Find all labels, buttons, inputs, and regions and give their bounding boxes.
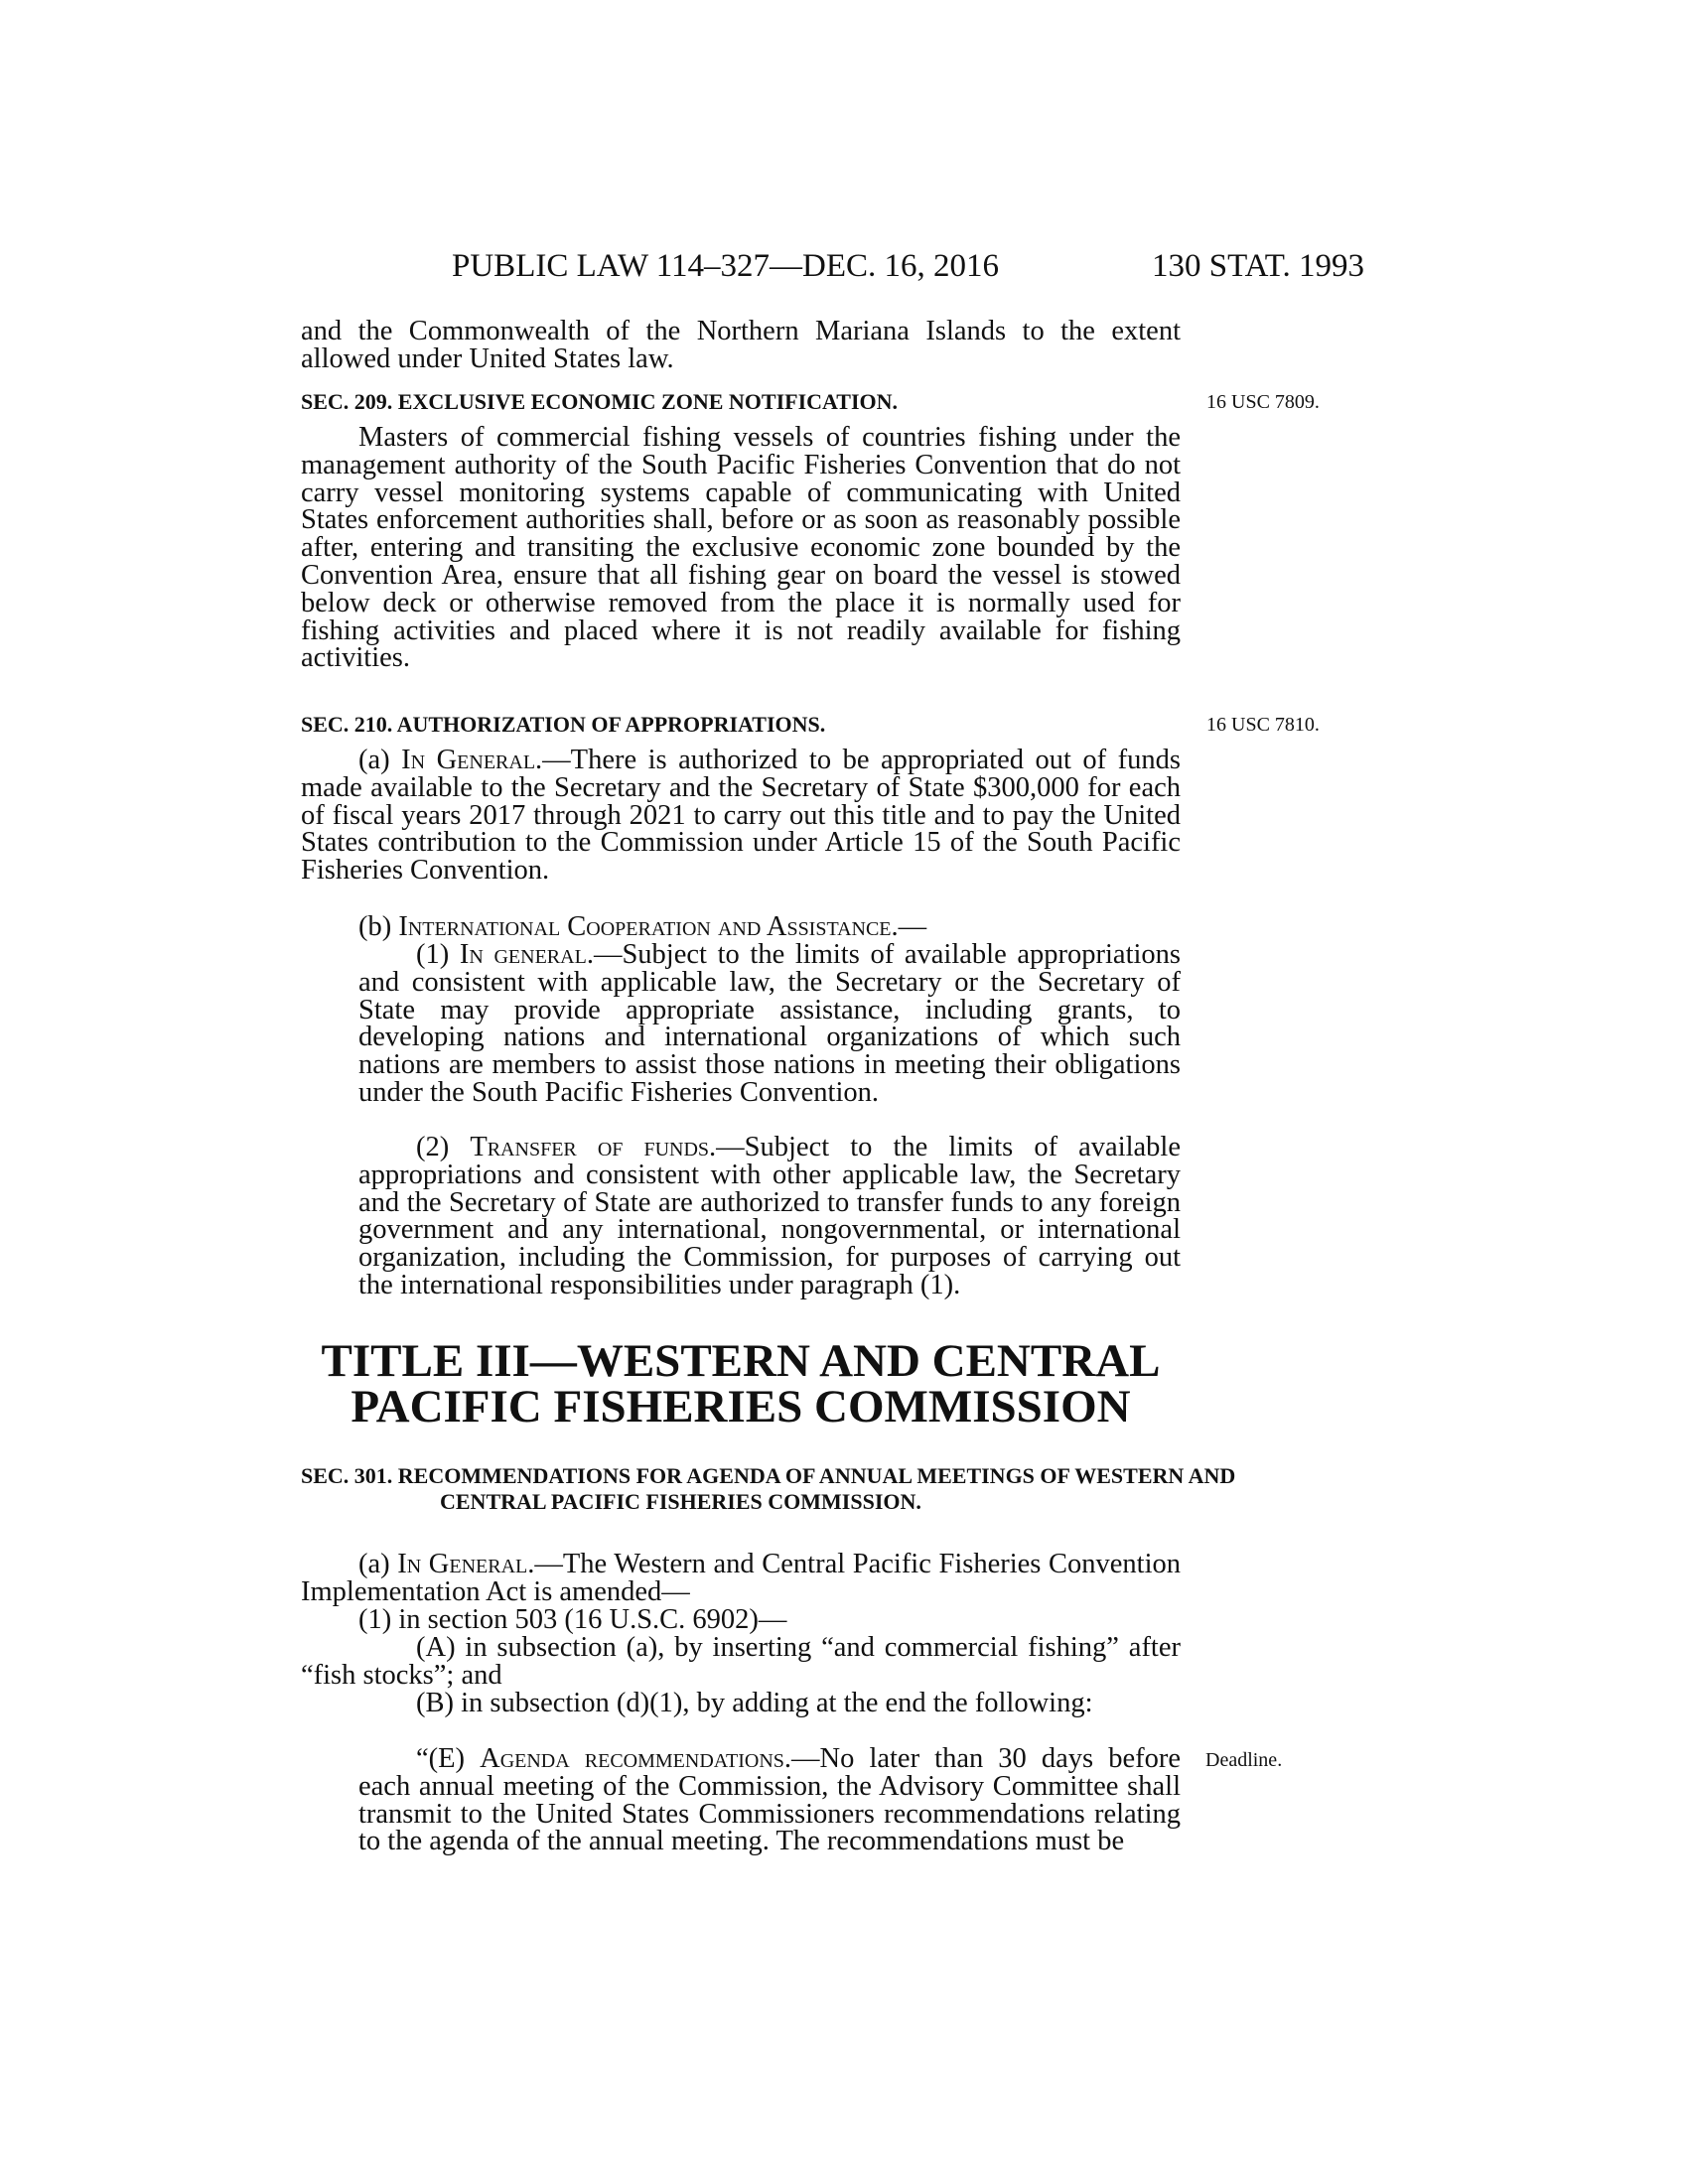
title-iii-line-1: TITLE III—WESTERN AND CENTRAL [321,1335,1161,1387]
sec-209-body: Masters of commercial fishing vessels of countries fishing under the management authority of the South Pacific Fisheries Convention that do not carry vessel monitoring systems capable of communicating with United States enforcement authorities shall, before or as soon as reasonably possible after, entering and transiting the exclusive economic zone bounded by the Convention Area, ensure that all fishing gear on board the vessel is stowed below deck or otherwise removed from the place it is normally used for fishing activities and placed where it is not readily available for fishing activities. [301,422,1181,674]
sec-301-paragraph-1: (1) in section 503 (16 U.S.C. 6902)— [358,1604,787,1635]
sec-301-subparagraph-B: (B) in subsection (d)(1), by adding at the end the following: [416,1688,1093,1718]
running-header-law: PUBLIC LAW 114–327—DEC. 16, 2016 [452,248,1000,284]
sec-210-subsection-a [301,747,1181,885]
paragraph-b2-text: .—Subject to the limits of available appropriations and consistent with other applicable law, the Secretary and the Secretary of State are authorized to transfer funds to any foreign government and any international, nongovernmental, or international organization, including the Commission, for purposes of carrying out the international responsibilities under paragraph (1). [358,1132,1181,1300]
carryover-paragraph: and the Commonwealth of the Northern Mariana Islands to the extent allowed under United States law. [301,316,1181,374]
paragraph-b1-label: (1) [416,939,460,970]
inserted-E-text: .—No later than 30 days before each annual meeting of the Commission, the Advisory Committee shall transmit to the United States Commissioners recommendations relating to the agenda of the annual meeting. The recommendations must be [358,1743,1181,1857]
paragraph-b2-caption: Transfer of funds [470,1132,710,1162]
paragraph-b1-caption: In general [459,939,587,970]
sec-210-margin-note: 16 USC 7810. [1206,714,1320,736]
subsection-a-text: .—There is authorized to be appropriated out of funds made available to the Secretary and the Secretary of State $300,000 for each of fiscal years 2017 through 2021 to carry out this title and to pay the United States contribution to the Commission under Article 15 of the South Pacific Fisheries Convention. [301,745,1181,887]
subsection-a-caption: In General [401,745,536,775]
sec-301-a-text: .—The Western and Central Pacific Fisheries Convention Implementation Act is amended— [301,1549,1181,1607]
sec-210-paragraph-b2 [358,1134,1181,1299]
sec-301-a-caption: In General [397,1549,528,1579]
inserted-E-label: “(E) [416,1743,481,1774]
subsection-b-label: (b) [358,911,399,942]
sec-301-subsection-a [301,1551,1181,1606]
sec-301-inserted-E [358,1745,1181,1855]
subsection-b-text: .— [891,911,927,942]
page-stat-number: 130 STAT. 1993 [1152,248,1365,284]
title-iii-line-2: PACIFIC FISHERIES COMMISSION [351,1381,1131,1433]
subsection-b-caption: International Cooperation and Assistance [398,911,892,942]
sec-301-subparagraph-A: (A) in subsection (a), by inserting “and commercial fishing” after “fish stocks”; and [301,1632,1181,1691]
sec-210-heading: SEC. 210. AUTHORIZATION OF APPROPRIATIONS. [301,712,826,737]
title-iii-heading [301,1335,1181,1433]
paragraph-b2-label: (2) [416,1132,471,1162]
subsection-a-label: (a) [358,745,402,775]
inserted-E-caption: Agenda recommendations [480,1743,784,1774]
sec-209-margin-note: 16 USC 7809. [1206,391,1320,413]
paragraph-b1-text: .—Subject to the limits of available appropriations and consistent with applicable law, the Secretary or the Secretary of State may provide appropriate assistance, including grants, to developing nations and international organizations of which such nations are members to assist those nations in meeting their obligations under the South Pacific Fisheries Convention. [358,939,1181,1108]
sec-210-paragraph-b1 [358,941,1181,1107]
sec-301-a-label: (a) [358,1549,398,1579]
sec-210-subsection-b [301,913,1181,941]
deadline-margin-note: Deadline. [1205,1749,1283,1771]
sec-209-heading: SEC. 209. EXCLUSIVE ECONOMIC ZONE NOTIFICATION. [301,389,899,414]
sec-301-heading: SEC. 301. RECOMMENDATIONS FOR AGENDA OF ANNUAL MEETINGS OF WESTERN AND CENTRAL PACIFIC FISHERIES COMMISSION. [301,1463,1236,1514]
